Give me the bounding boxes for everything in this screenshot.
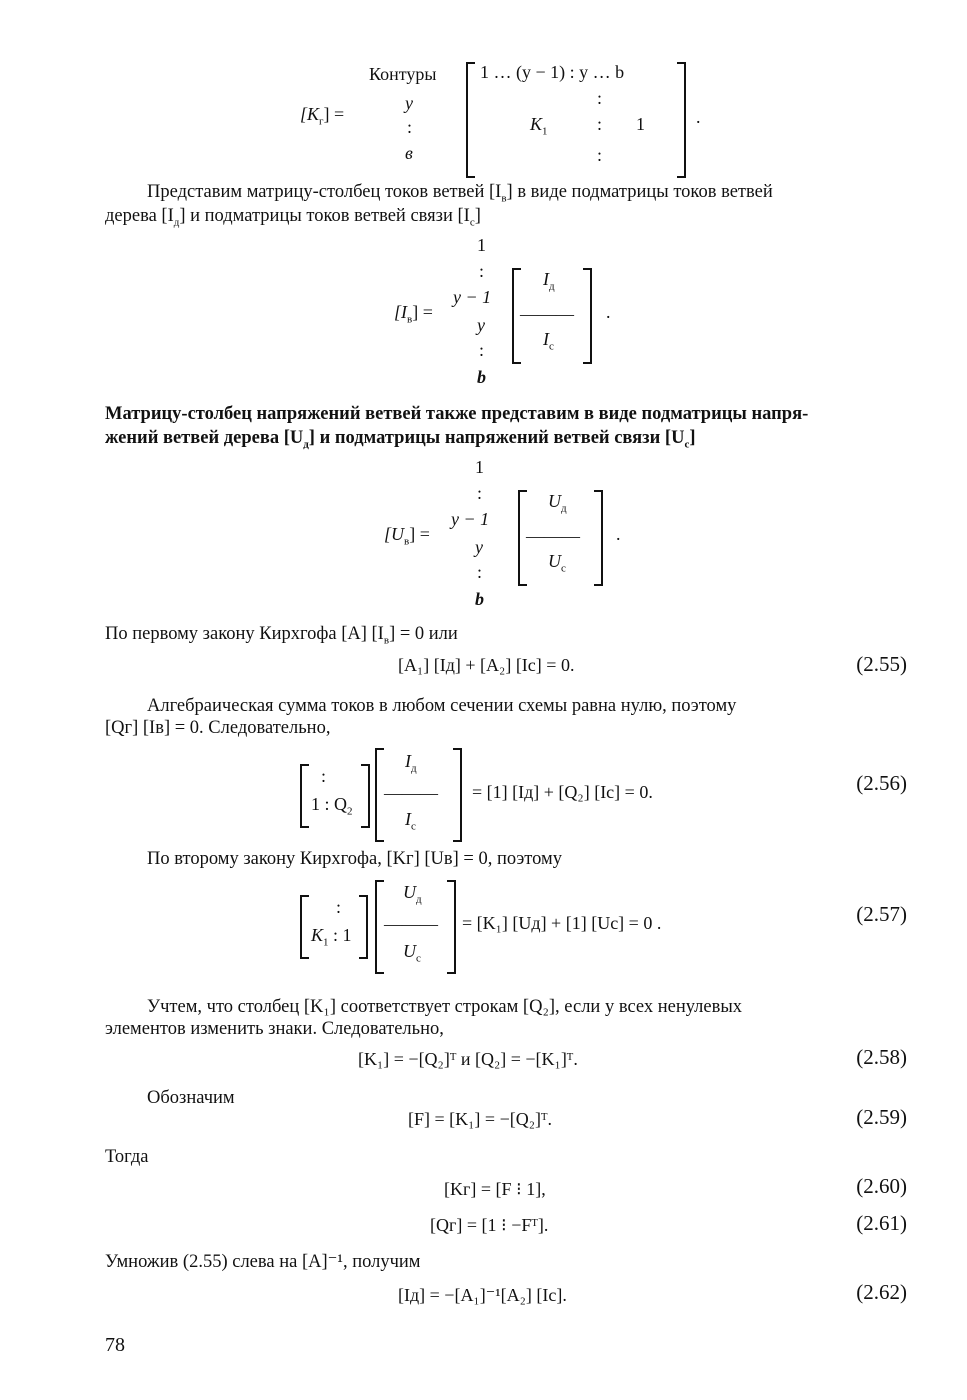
k-matrix-row-dots: : bbox=[407, 117, 413, 137]
i-matrix-index: y bbox=[477, 315, 485, 335]
paragraph-3: По первому закону Кирхгофа [A] $[I_в] = 0$ или bbox=[105, 624, 458, 647]
k-matrix-k1: $K_1$ bbox=[530, 114, 548, 138]
i-matrix-dash: ——— bbox=[520, 304, 574, 324]
equation-number-2-55: (2.55) bbox=[856, 652, 907, 676]
i-matrix-index: : bbox=[479, 261, 485, 281]
equation-2-62: [Iд] = −[A₁]⁻¹[A₂] [Iс]. bbox=[398, 1285, 567, 1305]
eq257-bottom: $U_с$ bbox=[403, 941, 421, 965]
k-matrix-period: . bbox=[696, 107, 701, 127]
k-matrix-row-label: Контуры bbox=[369, 64, 437, 84]
i-matrix-period: . bbox=[606, 302, 611, 322]
equation-2-61: [Qг] = [1 ⁝ −Fᵀ]. bbox=[430, 1215, 549, 1235]
eq257-rhs: = [K₁] [Uд] + [1] [Uс] = 0 . bbox=[462, 913, 662, 933]
u-matrix-dash: ——— bbox=[526, 526, 580, 546]
paragraph-7: Обозначим bbox=[147, 1088, 235, 1108]
u-matrix-index: b bbox=[475, 589, 484, 609]
i-matrix-lhs: $[I_в]$ = bbox=[394, 302, 433, 326]
equation-number-2-60: (2.60) bbox=[856, 1174, 907, 1198]
k-matrix-one: 1 bbox=[636, 114, 645, 134]
equation-number-2-56: (2.56) bbox=[856, 771, 907, 795]
paragraph-1-line-1: Представим матрицу-столбец токов ветвей $[I_в]$ в виде подматрицы токов ветвей bbox=[147, 182, 773, 205]
u-matrix-index: y bbox=[475, 537, 483, 557]
k-matrix-sep: : bbox=[597, 145, 603, 165]
u-matrix-index: : bbox=[477, 483, 483, 503]
eq256-col-bracket-close bbox=[453, 748, 462, 842]
i-matrix-bracket-right bbox=[583, 268, 592, 364]
eq257-col-bracket-close bbox=[447, 880, 456, 974]
equation-number-2-59: (2.59) bbox=[856, 1105, 907, 1129]
equation-2-58: [K₁] = −[Q₂]ᵀ и [Q₂] = −[K₁]ᵀ. bbox=[358, 1049, 578, 1069]
k-matrix-sep: : bbox=[597, 88, 603, 108]
eq256-left-top: : bbox=[321, 766, 327, 786]
eq256-left-bracket-close bbox=[361, 764, 370, 828]
eq257-left-bottom: $K_1$ : 1 bbox=[311, 925, 352, 949]
u-matrix-index: y − 1 bbox=[451, 509, 490, 529]
k-matrix-bracket-right bbox=[677, 62, 686, 178]
paragraph-4-line-2: [Qг] [Iв] = 0. Следовательно, bbox=[105, 718, 331, 738]
eq256-left-bracket-open bbox=[300, 764, 309, 828]
k-matrix-bracket-left bbox=[466, 62, 475, 178]
equation-2-60: [Kг] = [F ⁝ 1], bbox=[444, 1179, 546, 1199]
equation-number-2-61: (2.61) bbox=[856, 1211, 907, 1235]
k-matrix-header: 1 … (y − 1) : y … b bbox=[480, 62, 625, 82]
paragraph-9: Умножив (2.55) слева на [A]⁻¹, получим bbox=[105, 1252, 421, 1272]
eq256-col-bracket-open bbox=[375, 748, 384, 842]
u-matrix-index: 1 bbox=[475, 457, 484, 477]
paragraph-5: По второму закону Кирхгофа, [Kг] [Uв] = 0, поэтому bbox=[147, 849, 562, 869]
equation-number-2-57: (2.57) bbox=[856, 902, 907, 926]
eq256-rhs: = [1] [Iд] + [Q₂] [Iс] = 0. bbox=[472, 782, 653, 802]
eq257-left-top: : bbox=[336, 897, 342, 917]
eq256-left-bottom: 1 : $Q_2$ bbox=[311, 794, 353, 818]
i-matrix-index: : bbox=[479, 340, 485, 360]
eq256-dash: ——— bbox=[384, 783, 438, 803]
eq257-top: $U_д$ bbox=[403, 882, 422, 906]
equation-number-2-58: (2.58) bbox=[856, 1045, 907, 1069]
u-matrix-index: : bbox=[477, 562, 483, 582]
eq257-col-bracket-open bbox=[375, 880, 384, 974]
equation-2-55: [A₁] [Iд] + [A₂] [Iс] = 0. bbox=[398, 655, 575, 675]
paragraph-2-line-1: Матрицу-столбец напряжений ветвей также представим в виде подматрицы напря- bbox=[105, 404, 809, 424]
k-matrix-lhs: $[K_г]$ = bbox=[300, 104, 345, 128]
eq257-left-bracket-close bbox=[359, 895, 368, 959]
u-matrix-lhs: $[U_в]$ = bbox=[384, 524, 430, 548]
u-matrix-top: $U_д$ bbox=[548, 491, 567, 515]
paragraph-6-line-2: элементов изменить знаки. Следовательно, bbox=[105, 1019, 444, 1039]
paragraph-8: Тогда bbox=[105, 1147, 149, 1167]
i-matrix-index: 1 bbox=[477, 235, 486, 255]
eq256-bottom: $I_с$ bbox=[405, 809, 416, 833]
u-matrix-period: . bbox=[616, 524, 621, 544]
i-matrix-bottom: $I_с$ bbox=[543, 329, 554, 353]
eq257-dash: ——— bbox=[384, 914, 438, 934]
paragraph-1-line-2: дерева $[I_д]$ и подматрицы токов ветвей связи $[I_с]$ bbox=[105, 206, 481, 229]
k-matrix-row-v: в bbox=[405, 143, 413, 163]
equation-number-2-62: (2.62) bbox=[856, 1280, 907, 1304]
i-matrix-top: $I_д$ bbox=[543, 269, 555, 293]
eq256-top: $I_д$ bbox=[405, 751, 417, 775]
page-number: 78 bbox=[105, 1334, 125, 1356]
k-matrix-row-y: y bbox=[405, 93, 413, 113]
eq257-left-bracket-open bbox=[300, 895, 309, 959]
k-matrix-sep: : bbox=[597, 114, 603, 134]
equation-2-59: [F] = [K₁] = −[Q₂]ᵀ. bbox=[408, 1109, 552, 1129]
i-matrix-index: y − 1 bbox=[453, 287, 492, 307]
paragraph-2-line-2: жений ветвей дерева $[U_д]$ и подматрицы напряжений ветвей связи $[U_с]$ bbox=[105, 428, 696, 451]
paragraph-6-line-1: Учтем, что столбец [K₁] соответствует строкам [Q₂], если у всех ненулевых bbox=[147, 997, 743, 1017]
paragraph-4-line-1: Алгебраическая сумма токов в любом сечении схемы равна нулю, поэтому bbox=[147, 696, 737, 716]
u-matrix-bracket-right bbox=[594, 490, 603, 586]
i-matrix-index: b bbox=[477, 367, 486, 387]
u-matrix-bottom: $U_с$ bbox=[548, 551, 566, 575]
